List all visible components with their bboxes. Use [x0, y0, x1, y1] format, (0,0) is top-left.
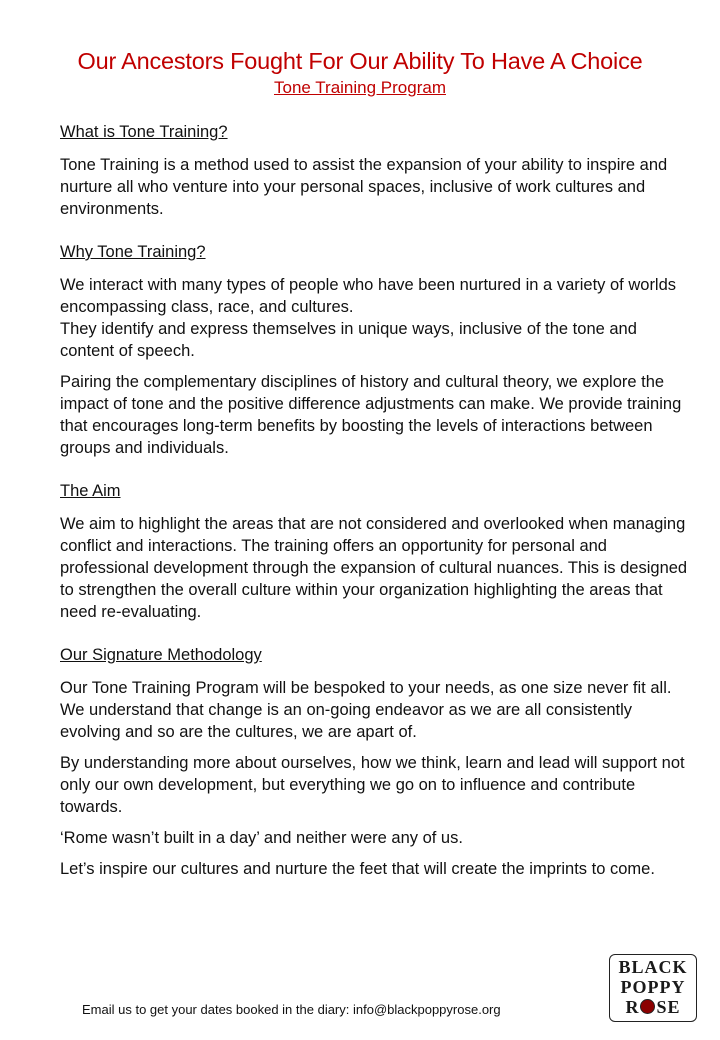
paragraph: Let’s inspire our cultures and nurture the feet that will create the imprints to come. — [60, 860, 655, 878]
paragraph: Our Tone Training Program will be bespoked to your needs, as one size never fit all. We understand that change is an on-going endeavor as we are all consistently evolving and so are the cultures, we are apart of. — [60, 679, 672, 741]
brand-logo — [609, 954, 697, 1022]
section-heading: What is Tone Training? — [60, 123, 228, 141]
logo-line-rose — [610, 997, 696, 1017]
logo-line-poppy: POPPY — [620, 977, 686, 997]
paragraph: We aim to highlight the areas that are not considered and overlooked when managing conflict and interactions. The training offers an opportunity for personal and professional development through the expansion of cultural nuances. This is designed to strengthen the overall culture within your organization highlighting the areas that need re-evaluating. — [60, 515, 688, 621]
section-what-is — [60, 121, 690, 220]
paragraph: We interact with many types of people who have been nurtured in a variety of worlds encompassing class, race, and cultures. — [60, 276, 677, 316]
section-heading: The Aim — [60, 482, 121, 500]
footer-contact: Email us to get your dates booked in the diary: info@blackpoppyrose.org — [82, 1002, 501, 1017]
paragraph: Tone Training is a method used to assist the expansion of your ability to inspire and nurture all who venture into your personal spaces, inclusive of work cultures and environments. — [60, 156, 668, 218]
section-heading: Why Tone Training? — [60, 243, 206, 261]
page-subtitle: Tone Training Program — [274, 78, 446, 97]
paragraph: ‘Rome wasn’t built in a day’ and neither were any of us. — [60, 829, 463, 847]
poppy-flower-icon — [640, 999, 655, 1014]
section-aim — [60, 480, 690, 623]
document-body — [60, 121, 690, 901]
page-title: Our Ancestors Fought For Our Ability To Have A Choice — [77, 48, 643, 74]
section-why — [60, 241, 690, 459]
paragraph: They identify and express themselves in unique ways, inclusive of the tone and content of speech. — [60, 320, 637, 360]
paragraph: By understanding more about ourselves, how we think, learn and lead will support not only our own development, but everything we go on to influence and contribute towards. — [60, 754, 685, 816]
logo-rose-start: R — [625, 997, 640, 1017]
logo-line-black: BLACK — [618, 957, 688, 977]
paragraph: Pairing the complementary disciplines of history and cultural theory, we explore the impact of tone and the positive difference adjustments can make. We provide training that encourages long-term benefits by boosting the levels of interactions between groups and individuals. — [60, 373, 682, 457]
logo-rose-end: SE — [656, 997, 681, 1017]
section-heading: Our Signature Methodology — [60, 646, 262, 664]
section-methodology — [60, 644, 690, 880]
